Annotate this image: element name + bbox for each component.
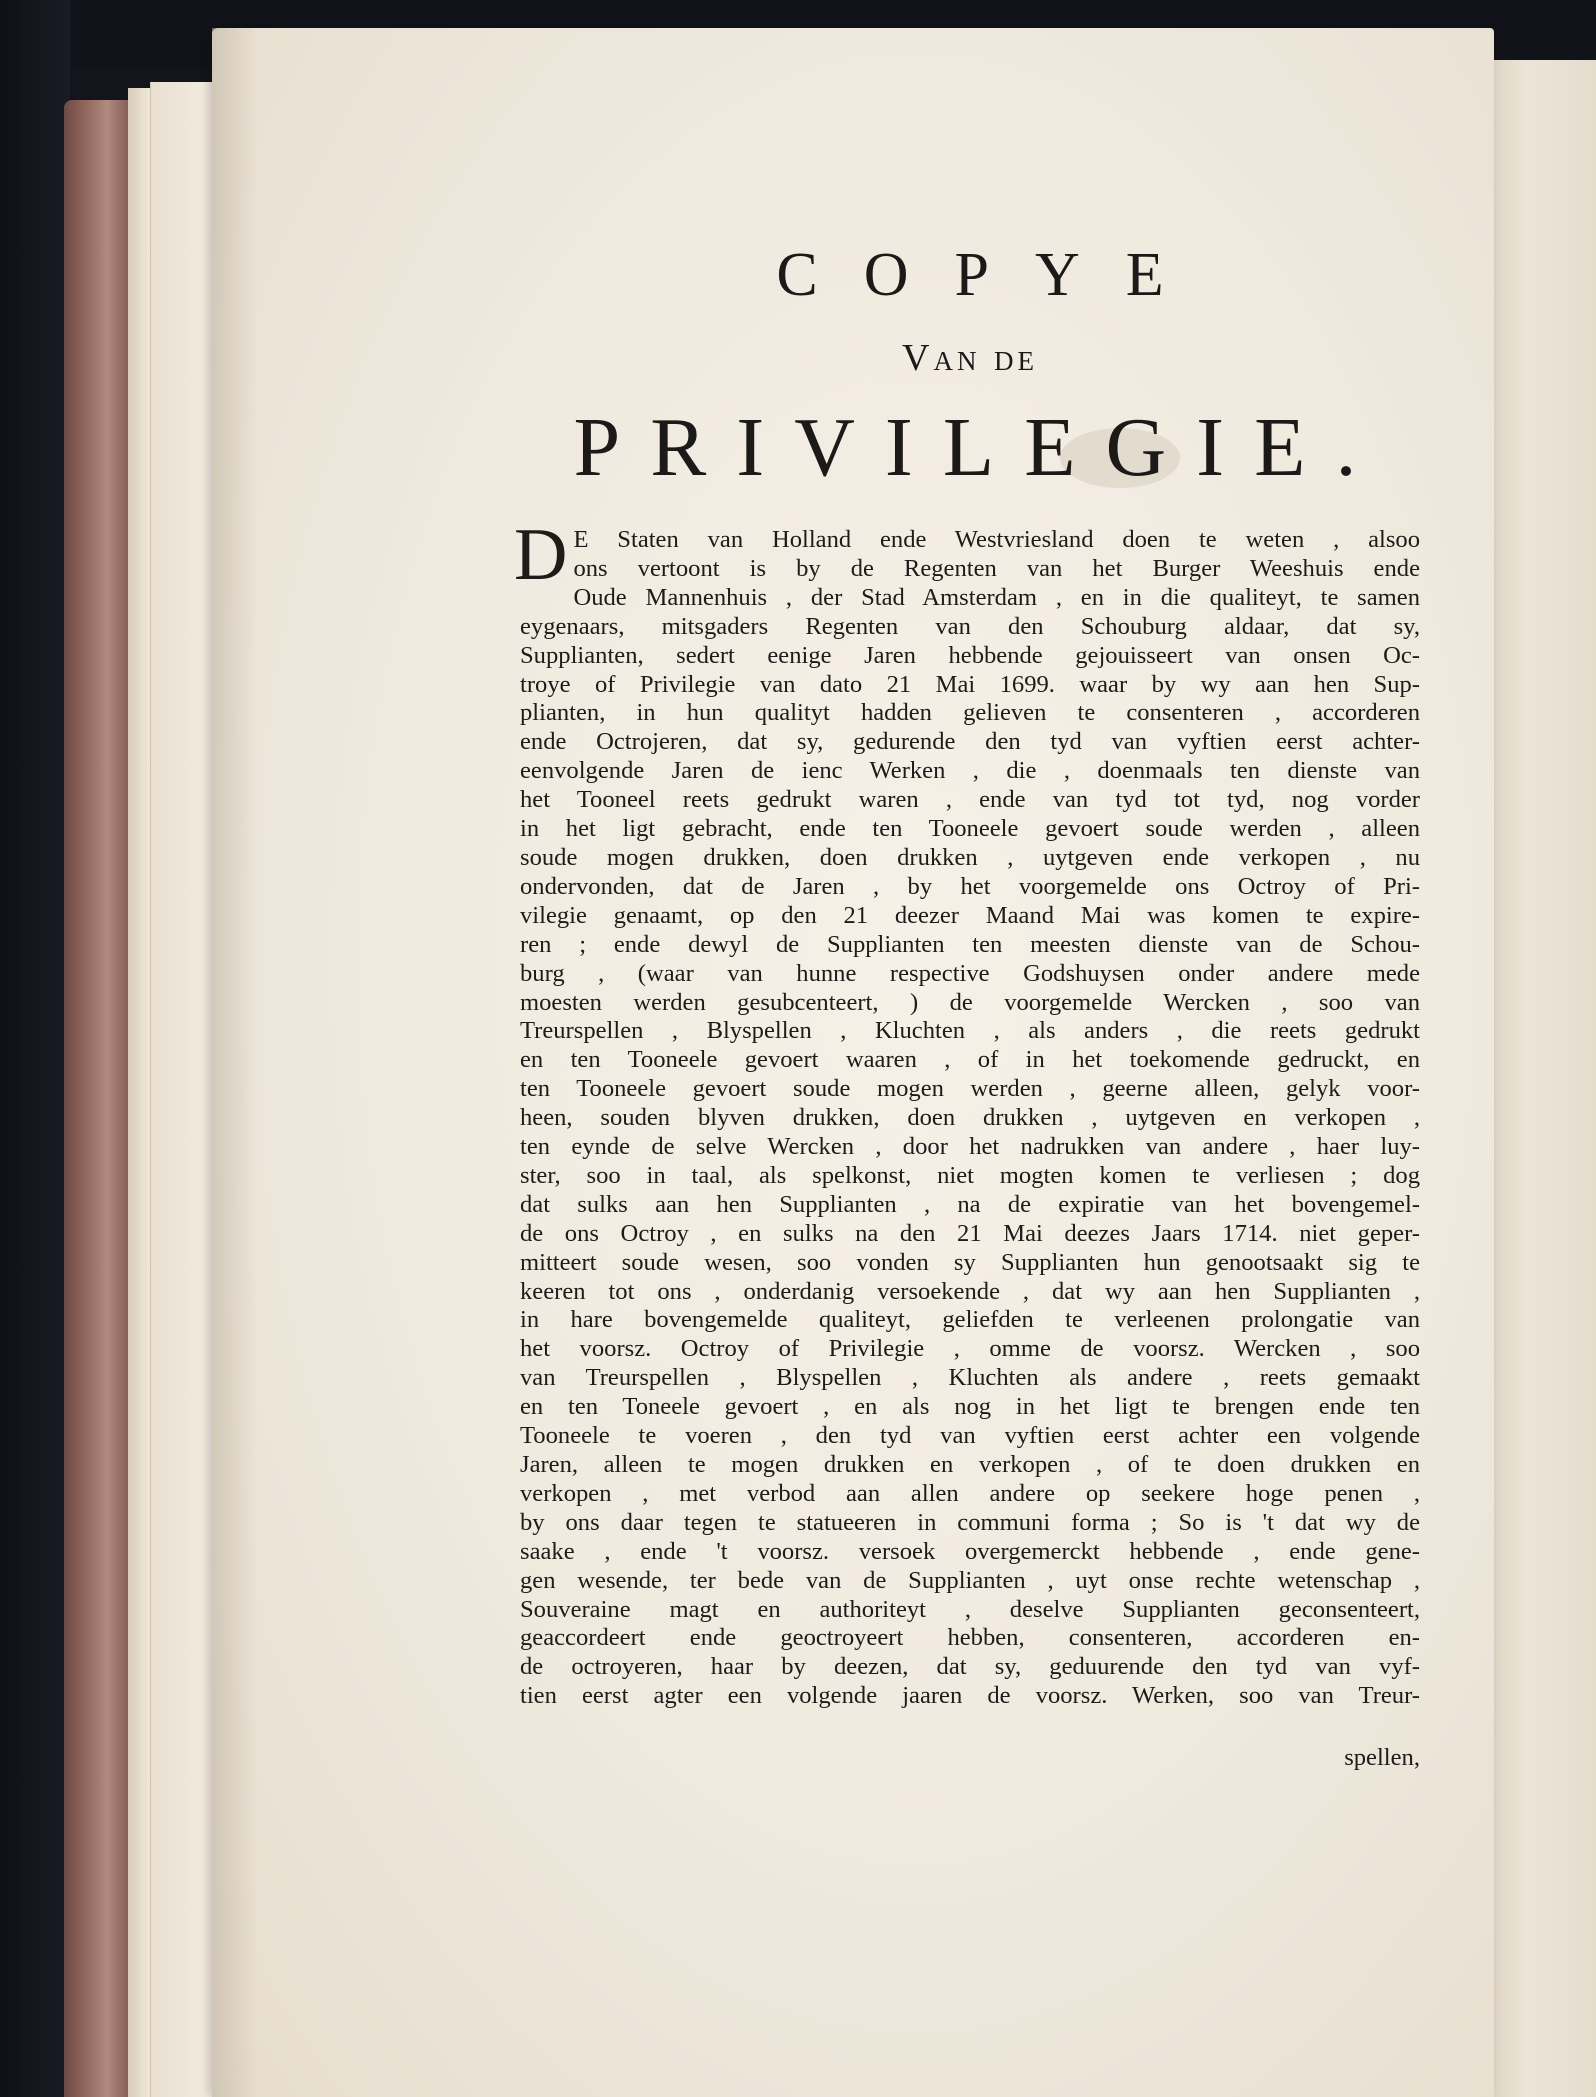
text-line: plianten, in hun qualityt hadden gelieven te consenteren , accorderen xyxy=(520,699,1420,727)
text-line: van Treurspellen , Blyspellen , Kluchten als andere , reets gemaakt xyxy=(520,1364,1420,1392)
text-line: het Tooneel reets gedrukt waren , ende van tyd tot tyd, nog vorder xyxy=(520,786,1420,814)
text-line: de octroyeren, haar by deezen, dat sy, geduurende den tyd van vyf- xyxy=(520,1653,1420,1681)
text-line: in hare bovengemelde qualiteyt, geliefden te verleenen prolongatie van xyxy=(520,1306,1420,1334)
facing-page-edge xyxy=(1480,60,1596,2097)
text-line: vilegie genaamt, op den 21 deezer Maand Mai was komen te expire- xyxy=(520,901,1420,929)
catchword: spellen, xyxy=(1344,1744,1420,1771)
text-line: Oude Mannenhuis , der Stad Amsterdam , en in die qualiteyt, te samen xyxy=(573,583,1420,611)
text-line: ondervonden, dat de Jaren , by het voorgemelde ons Octroy of Pri- xyxy=(520,872,1420,900)
text-line: eygenaars, mitsgaders Regenten van den Schouburg aldaar, dat sy, xyxy=(520,612,1420,640)
text-line: ten Tooneele gevoert soude mogen werden , geerne alleen, gelyk voor- xyxy=(520,1075,1420,1103)
text-line: het voorsz. Octroy of Privilegie , omme de voorsz. Wercken , soo xyxy=(520,1335,1420,1363)
text-line: ende Octrojeren, dat sy, gedurende den tyd van vyftien eerst achter- xyxy=(520,728,1420,756)
text-line: de ons Octroy , en sulks na den 21 Mai deezes Jaars 1714. niet geper- xyxy=(520,1219,1420,1247)
backdrop-left xyxy=(0,0,70,2097)
text-line: en ten Toneele gevoert , en als nog in het ligt te brengen ende ten xyxy=(520,1393,1420,1421)
text-line: dat sulks aan hen Supplianten , na de expiratie van het bovengemel- xyxy=(520,1190,1420,1218)
text-line: geaccordeert ende geoctroyeert hebben, consenteren, accorderen en- xyxy=(520,1624,1420,1652)
text-line: Treurspellen , Blyspellen , Kluchten , als anders , die reets gedrukt xyxy=(520,1017,1420,1045)
text-line: Supplianten, sedert eenige Jaren hebbende gejouisseert van onsen Oc- xyxy=(520,641,1420,669)
text-line: mitteert soude wesen, soo vonden sy Supplianten hun genootsaakt sig te xyxy=(520,1248,1420,1276)
text-line: in het ligt gebracht, ende ten Tooneele gevoert soude werden , alleen xyxy=(520,815,1420,843)
page-subheading: Van de xyxy=(902,337,1038,379)
text-line: soude mogen drukken, doen drukken , uytgeven ende verkopen , nu xyxy=(520,843,1420,871)
title-block xyxy=(510,240,1430,496)
text-line: Jaren, alleen te mogen drukken en verkopen , of te doen drukken en xyxy=(520,1451,1420,1478)
text-line: heen, souden blyven drukken, doen drukken , uytgeven en verkopen , xyxy=(520,1104,1420,1132)
text-line: keeren tot ons , onderdanig versoekende , dat wy aan hen Supplianten , xyxy=(520,1277,1420,1305)
page-heading: COPYE xyxy=(776,241,1210,309)
page-gutter-shadow xyxy=(212,28,258,2097)
page-main-title: PRIVILEGIE. xyxy=(573,401,1387,494)
text-line: ster, soo in taal, als spelkonst, niet mogten komen te verliesen ; dog xyxy=(520,1161,1420,1189)
privilege-text xyxy=(514,514,1420,1711)
text-line: saake , ende 't voorsz. versoek overgemerckt hebbende , ende gene- xyxy=(520,1537,1420,1565)
text-lines xyxy=(520,526,1420,1711)
text-line: ten eynde de selve Wercken , door het nadrukken van andere , haer luy- xyxy=(520,1133,1420,1161)
text-line: by ons daar tegen te statueeren in communi forma ; So is 't dat wy de xyxy=(520,1508,1420,1536)
text-line: verkopen , met verbod aan allen andere op seekere hoge penen , xyxy=(520,1479,1420,1507)
text-line: Tooneele te voeren , den tyd van vyftien eerst achter een volgende xyxy=(520,1422,1420,1450)
text-line: burg , (waar van hunne respective Godshuysen onder andere mede xyxy=(520,959,1420,987)
text-line: ons vertoont is by de Regenten van het Burger Weeshuis ende xyxy=(573,554,1420,582)
text-line: tien eerst agter een volgende jaaren de voorsz. Werken, soo van Treur- xyxy=(520,1682,1420,1710)
text-line: Souveraine magt en authoriteyt , deselve Supplianten geconsenteert, xyxy=(520,1595,1420,1623)
text-line: troye of Privilegie van dato 21 Mai 1699. waar by wy aan hen Sup- xyxy=(520,670,1420,698)
text-line: moesten werden gesubcenteert, ) de voorgemelde Wercken , soo van xyxy=(520,988,1420,1016)
drop-cap: D xyxy=(514,514,568,596)
text-line: eenvolgende Jaren de ienc Werken , die , doenmaals ten dienste van xyxy=(520,757,1420,785)
text-line: ren ; ende dewyl de Supplianten ten meesten dienste van de Schou- xyxy=(520,930,1420,958)
text-line: E Staten van Holland ende Westvriesland doen te weten , alsoo xyxy=(573,526,1420,553)
text-line: en ten Tooneele gevoert waaren , of in het toekomende gedruckt, en xyxy=(520,1046,1420,1074)
text-line: gen wesende, ter bede van de Supplianten , uyt onse rechte wetenschap , xyxy=(520,1566,1420,1594)
